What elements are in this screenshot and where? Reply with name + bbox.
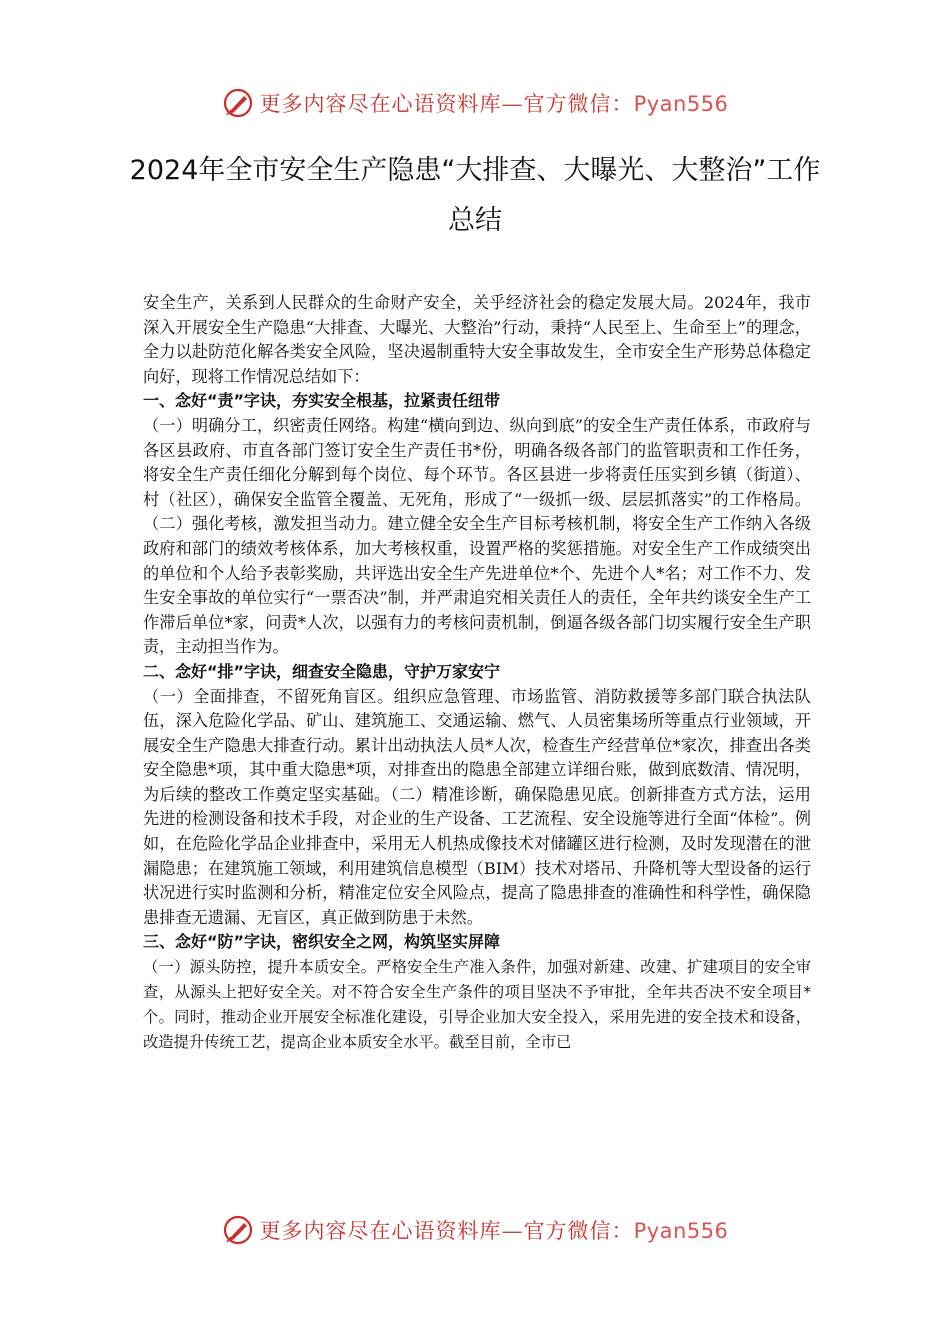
watermark-main: 更多内容尽在心语资料库 (259, 1219, 502, 1243)
document-title: 2024年全市安全生产隐患“大排查、大曝光、大整治”工作总结 (129, 155, 821, 236)
watermark-footer (0, 1213, 950, 1247)
watermark-text (260, 1215, 729, 1245)
section-1-heading: 一、念好“责”字诀，夯实安全根基，拉紧责任纽带 (143, 391, 501, 411)
pen-logo-icon (222, 87, 254, 119)
pen-logo-icon (222, 1214, 254, 1246)
watermark-wechat-id: Pyan556 (633, 92, 729, 116)
watermark-label: 官方微信： (523, 1219, 634, 1243)
watermark-dash: — (501, 1219, 524, 1243)
watermark-wechat-id: Pyan556 (633, 1219, 729, 1243)
section-3-body: （一）源头防控，提升本质安全。严格安全生产准入条件，加强对新建、改建、扩建项目的安全审查，从源头上把好安全关。对不符合安全生产条件的项目坚决不予审批，全年共否决不安全项目*个。同时，推动企业开展安全标准化建设，引导企业加大安全投入，采用先进的安全技术和设备，改造提升传统工艺，提高企业本质安全水平。截至目前，全市已 (143, 958, 811, 1052)
section-2-body: （一）全面排查，不留死角盲区。组织应急管理、市场监管、消防救援等多部门联合执法队伍，深入危险化学品、矿山、建筑施工、交通运输、燃气、人员密集场所等重点行业领域，开展安全生产隐患大排查行动。累计出动执法人员*人次，检查生产经营单位*家次，排查出各类安全隐患*项，其中重大隐患*项，对排查出的隐患全部建立详细台账，做到底数清、情况明，为后续的整改工作奠定坚实基础。（二）精准诊断，确保隐患见底。创新排查方式方法，运用先进的检测设备和技术手段，对企业的生产设备、工艺流程、安全设施等进行全面“体检”。例如，在危险化学品企业排查中，采用无人机热成像技术对储罐区进行检测，及时发现潜在的泄漏隐患；在建筑施工领域，利用建筑信息模型（BIM）技术对塔吊、升降机等大型设备的运行状况进行实时监测和分析，精准定位安全风险点，提高了隐患排查的准确性和科学性，确保隐患排查无遗漏、无盲区，真正做到防患于未然。 (143, 686, 811, 927)
watermark-label: 官方微信： (523, 92, 634, 116)
section-3-heading: 三、念好“防”字诀，密织安全之网，构筑坚实屏障 (143, 932, 501, 952)
watermark-main: 更多内容尽在心语资料库 (259, 92, 502, 116)
watermark-header (0, 86, 950, 120)
intro-paragraph: 安全生产，关系到人民群众的生命财产安全，关乎经济社会的稳定发展大局。2024年，我市深入开展安全生产隐患“大排查、大曝光、大整治”行动，秉持“人民至上、生命至上”的理念，全力以赴防范化解各类安全风险，坚决遏制重特大安全事故发生，全市安全生产形势总体稳定向好，现将工作情况总结如下： (143, 293, 811, 386)
watermark-text (260, 88, 729, 118)
watermark-dash: — (501, 92, 524, 116)
section-2-heading: 二、念好“排”字诀，细查安全隐患，守护万家安宁 (143, 661, 501, 681)
section-1-body: （一）明确分工，织密责任网络。构建“横向到边、纵向到底”的安全生产责任体系，市政府与各区县政府、市直各部门签订安全生产责任书*份，明确各级各部门的监管职责和工作任务，将安全生产责任细化分解到每个岗位、每个环节。各区县进一步将责任压实到乡镇（街道）、村（社区），确保安全监管全覆盖、无死角，形成了“一级抓一级、层层抓落实”的工作格局。（二）强化考核，激发担当动力。建立健全安全生产目标考核机制，将安全生产工作纳入各级政府和部门的绩效考核体系，加大考核权重，设置严格的奖惩措施。对安全生产工作成绩突出的单位和个人给予表彰奖励，共评选出安全生产先进单位*个、先进个人*名；对工作不力、发生安全事故的单位实行“一票否决”制，并严肃追究相关责任人的责任，全年共约谈安全生产工作滞后单位*家，问责*人次，以强有力的考核问责机制，倒逼各级各部门切实履行安全生产职责，主动担当作为。 (143, 415, 811, 657)
document-body (143, 291, 811, 1055)
